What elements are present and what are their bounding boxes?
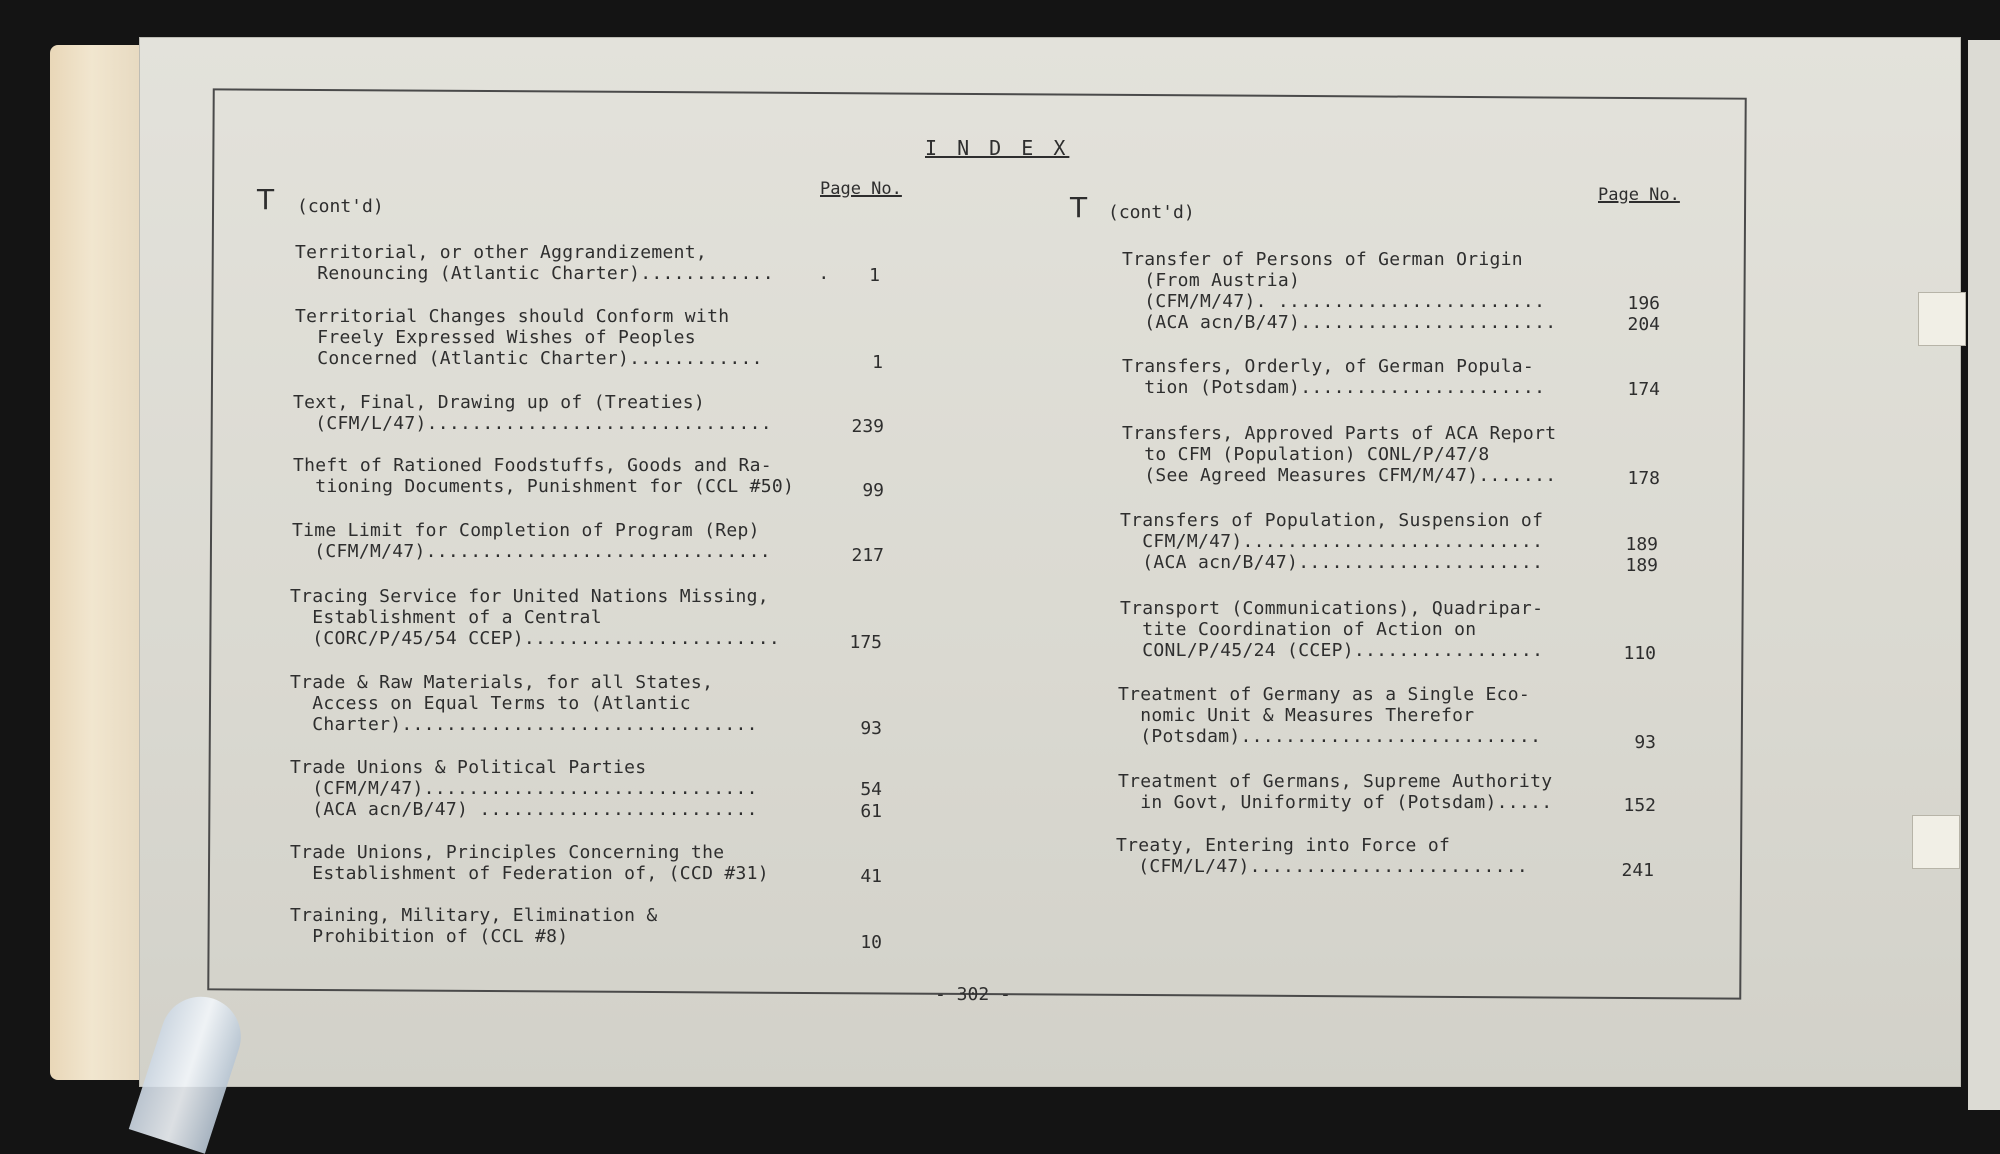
- entry-text: Transfers, Approved Parts of ACA Report to CFM (Population) CONL/P/47/8 (See Agreed Measures CFM/M/47).......: [1122, 423, 1557, 486]
- entry-text: Territorial Changes should Conform with Freely Expressed Wishes of Peoples Concerned (Atlantic Charter)............: [295, 306, 763, 369]
- page-no-header-left: Page No.: [820, 179, 902, 199]
- contd-right: (cont'd): [1108, 202, 1195, 223]
- entry-text: Theft of Rationed Foodstuffs, Goods and Ra- tioning Documents, Punishment for (CCL #50): [293, 455, 795, 497]
- entry-text: Transport (Communications), Quadripar- tite Coordination of Action on CONL/P/45/24 (CCEP).................: [1120, 598, 1544, 661]
- entry-text: Tracing Service for United Nations Missing, Establishment of a Central (CORC/P/45/54 CCEP).......................: [290, 586, 781, 649]
- entry-page: 189: [1625, 534, 1658, 555]
- entry-page: 54: [860, 779, 882, 800]
- entry-page: 1: [872, 352, 883, 373]
- entry-text: Treaty, Entering into Force of (CFM/L/47).........................: [1116, 835, 1529, 877]
- entry-text: Training, Military, Elimination & Prohibition of (CCL #8): [290, 905, 658, 947]
- entry-page: 110: [1623, 643, 1656, 664]
- entry-page: 178: [1627, 468, 1660, 489]
- index-title: I N D E X: [925, 136, 1070, 160]
- entry-page: 189: [1625, 555, 1658, 576]
- entry-page: 204: [1627, 314, 1660, 335]
- entry-text: Trade & Raw Materials, for all States, Access on Equal Terms to (Atlantic Charter)................................: [290, 672, 758, 735]
- entry-text: Transfers, Orderly, of German Popula- tion (Potsdam)......................: [1122, 356, 1546, 398]
- entry-text: Transfers of Population, Suspension of CFM/M/47)........................... (ACA acn/B/47)......................: [1120, 510, 1544, 573]
- entry-page: 152: [1623, 795, 1656, 816]
- entry-page: 239: [851, 416, 884, 437]
- entry-page: 217: [851, 545, 884, 566]
- entry-text: Territorial, or other Aggrandizement, Renouncing (Atlantic Charter)............ .: [295, 242, 830, 284]
- entry-page: 41: [860, 866, 882, 887]
- entry-page: 61: [860, 801, 882, 822]
- entry-page: 93: [1634, 732, 1656, 753]
- entry-page: 196: [1627, 293, 1660, 314]
- binding-clip: [1912, 815, 1960, 869]
- entry-page: 10: [860, 932, 882, 953]
- entry-text: Treatment of Germans, Supreme Authority in Govt, Uniformity of (Potsdam).....: [1118, 771, 1553, 813]
- entry-text: Transfer of Persons of German Origin (From Austria) (CFM/M/47). ........................ (ACA acn/B/47).......................: [1122, 249, 1557, 333]
- section-letter-left: T: [257, 183, 275, 216]
- contd-left: (cont'd): [297, 196, 384, 217]
- entry-text: Trade Unions, Principles Concerning the Establishment of Federation of, (CCD #31): [290, 842, 769, 884]
- entry-page: 99: [862, 480, 884, 501]
- next-page-edge: [1968, 40, 2000, 1110]
- page-no-header-right: Page No.: [1598, 185, 1680, 205]
- page-number: - 302 -: [935, 984, 1011, 1005]
- entry-page: 175: [849, 632, 882, 653]
- entry-page: 93: [860, 718, 882, 739]
- entry-text: Time Limit for Completion of Program (Rep) (CFM/M/47)...............................: [292, 520, 771, 562]
- entry-text: Treatment of Germany as a Single Eco- nomic Unit & Measures Therefor (Potsdam)...........................: [1118, 684, 1542, 747]
- entry-page: 241: [1621, 860, 1654, 881]
- entry-page: 1: [869, 265, 880, 286]
- entry-text: Trade Unions & Political Parties (CFM/M/47).............................. (ACA acn/B/47) .........................: [290, 757, 758, 820]
- section-letter-right: T: [1070, 191, 1088, 224]
- binding-clip: [1918, 292, 1966, 346]
- entry-text: Text, Final, Drawing up of (Treaties) (CFM/L/47)...............................: [293, 392, 772, 434]
- entry-page: 174: [1627, 379, 1660, 400]
